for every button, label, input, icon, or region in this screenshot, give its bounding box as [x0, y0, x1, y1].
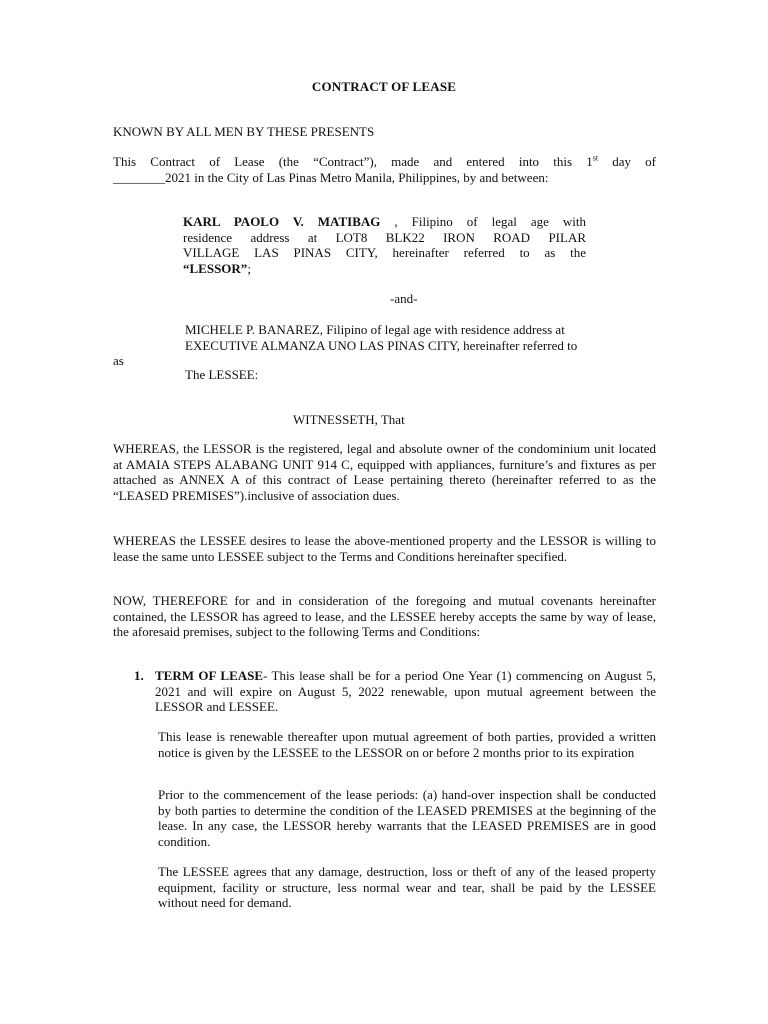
lessee-line-1: MICHELE P. BANAREZ, Filipino of legal age with residence address at [185, 322, 565, 337]
intro-line-1 [113, 154, 656, 170]
term-damage-paragraph: The LESSEE agrees that any damage, destruction, loss or theft of any of the leased property equipment, facility or structure, less normal wear and tear, shall be paid by the LESSEE without need for demand. [158, 864, 656, 910]
whereas-paragraph-2: WHEREAS the LESSEE desires to lease the above-mentioned property and the LESSOR is willing to lease the same unto LESSEE subject to the Terms and Conditions hereinafter specified. [113, 533, 656, 564]
lessor-name: KARL PAOLO V. MATIBAG [183, 214, 381, 229]
lessee-label: The LESSEE: [185, 367, 259, 382]
lessor-line-1 [183, 214, 586, 230]
lessor-line-3: VILLAGE LAS PINAS CITY, hereinafter referred to as the [183, 245, 586, 260]
lessee-block [185, 322, 645, 353]
lessor-label: “LESSOR” [183, 260, 248, 276]
lessee-as: as [113, 353, 124, 368]
document-title: CONTRACT OF LEASE [311, 79, 457, 94]
lessor-label-suffix: ; [247, 260, 251, 276]
intro-superscript: st [592, 153, 599, 163]
lessee-line-2: EXECUTIVE ALMANZA UNO LAS PINAS CITY, hereinafter referred to [185, 337, 578, 353]
term-heading: TERM OF LEASE [155, 668, 264, 683]
lessor-block [183, 214, 586, 276]
term-of-lease-paragraph [155, 668, 656, 715]
intro-text-before: This Contract of Lease (the “Contract”), made and entered into this 1 [113, 154, 593, 169]
lessor-line-2: residence address at LOT8 BLK22 IRON ROAD PILAR [183, 229, 586, 245]
lessor-line-4 [183, 261, 586, 277]
term-text: - This lease shall be for a period One Year (1) commencing on August 5, 2021 and will expire on August 5, 2022 renewable, upon mutual agreement between the LESSOR and LESSEE. [155, 668, 656, 714]
intro-paragraph [113, 154, 656, 185]
intro-text-after: day of [598, 154, 656, 169]
now-therefore-paragraph: NOW, THEREFORE for and in consideration of the foregoing and mutual covenants hereinafter contained, the LESSOR has agreed to lease, and the LESSEE hereby accepts the same by way of lease, the aforesaid premises, subject to the following Terms and Conditions: [113, 593, 656, 639]
and-separator: -and- [390, 291, 418, 306]
known-all-men-line: KNOWN BY ALL MEN BY THESE PRESENTS [113, 124, 375, 139]
intro-line-2: ________2021 in the City of Las Pinas Metro Manila, Philippines, by and between: [113, 169, 549, 185]
whereas-paragraph-1: WHEREAS, the LESSOR is the registered, legal and absolute owner of the condominium unit located at AMAIA STEPS ALABANG UNIT 914 C, equipped with appliances, furniture’s and fixtures as per attached as ANNEX A of this contract of Lease pertaining thereto (hereinafter referred to as the “LEASED PREMISES”).inclusive of association dues. [113, 441, 656, 503]
lessor-line-1-rest: , Filipino of legal age with [380, 214, 586, 229]
term-inspection-paragraph: Prior to the commencement of the lease periods: (a) hand-over inspection shall be conducted by both parties to determine the condition of the LEASED PREMISES at the beginning of the lease. In any case, the LESSOR hereby warrants that the LEASED PREMISES are in good condition. [158, 787, 656, 849]
witnesseth-heading: WITNESSETH, That [293, 412, 405, 427]
term-renewal-paragraph: This lease is renewable thereafter upon mutual agreement of both parties, provided a written notice is given by the LESSEE to the LESSOR on or before 2 months prior to its expiration [158, 729, 656, 760]
term-number: 1. [134, 668, 144, 683]
